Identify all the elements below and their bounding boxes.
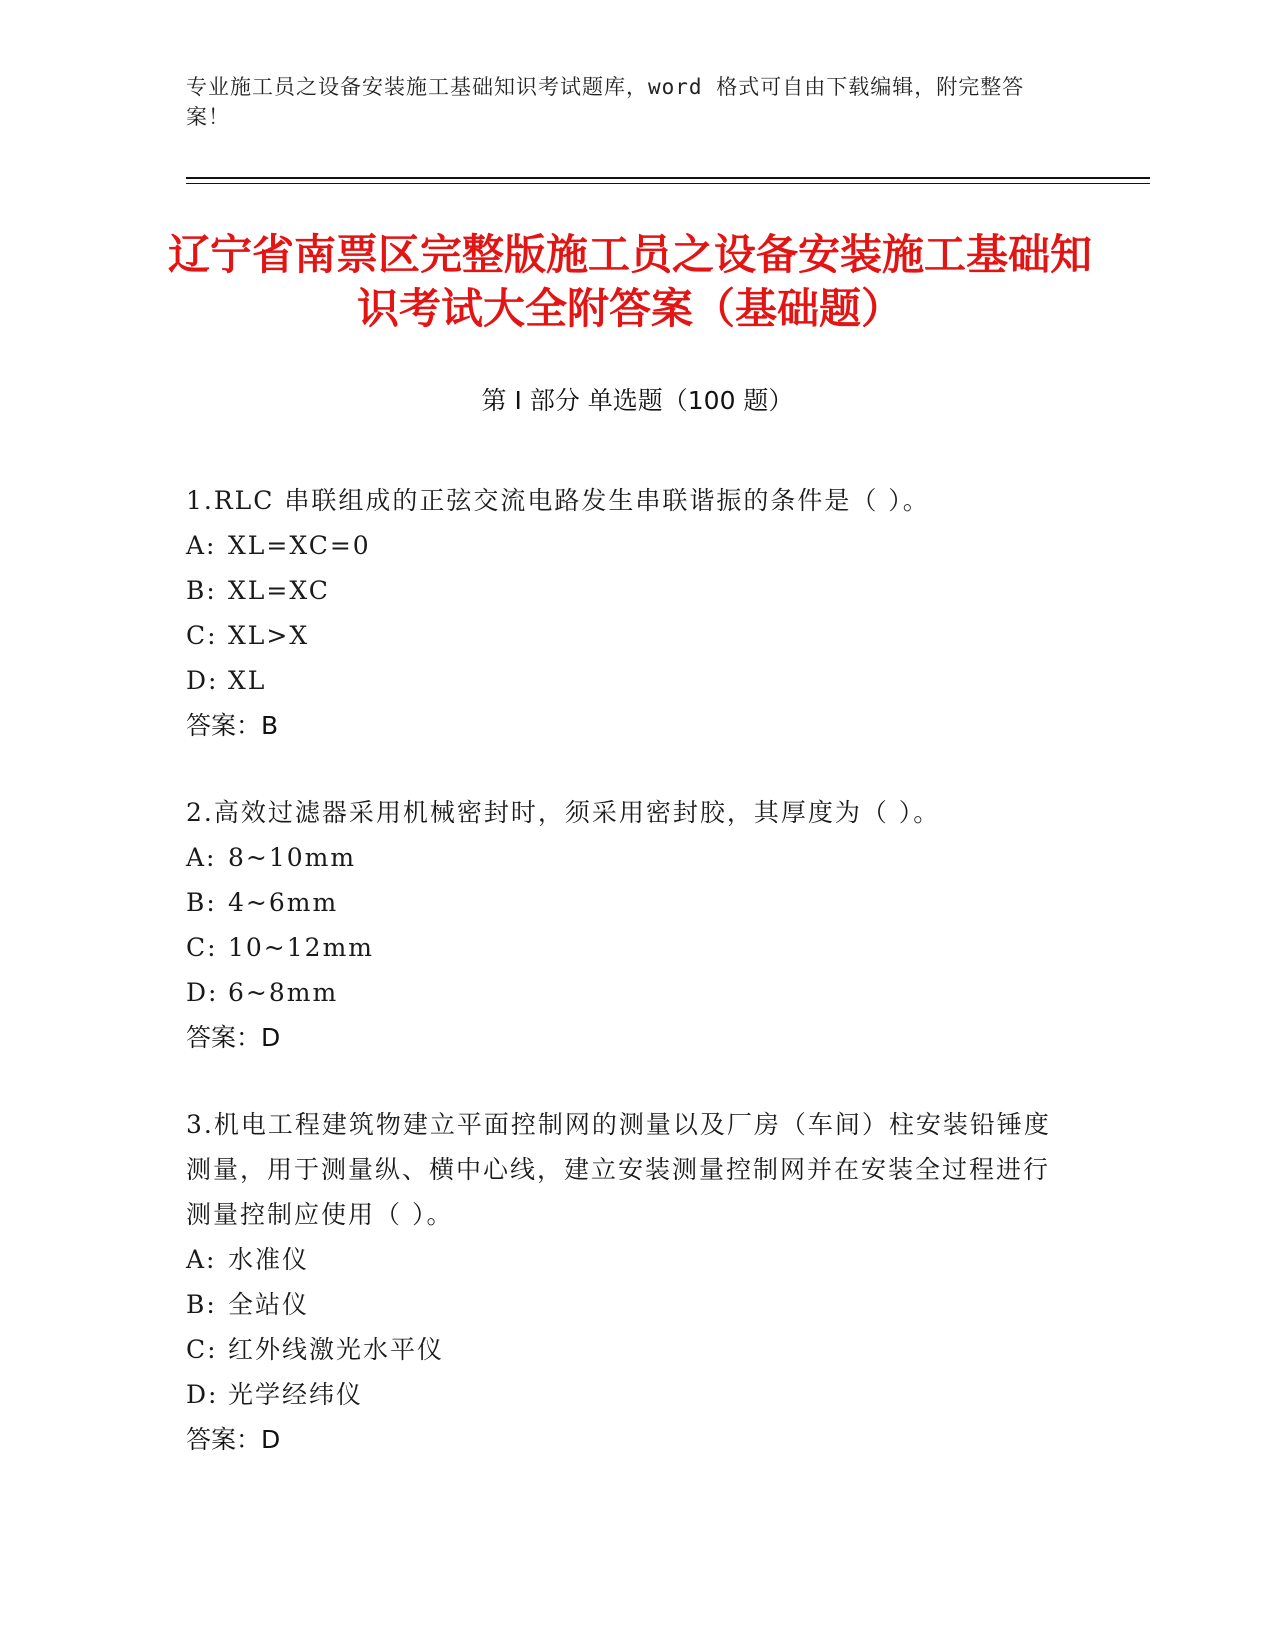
answer-line: 答案：D bbox=[186, 1023, 281, 1052]
option-a bbox=[186, 523, 1066, 568]
option-text: 8~10mm bbox=[228, 843, 357, 872]
option-key: C: bbox=[186, 621, 218, 650]
option-c bbox=[186, 613, 1066, 658]
option-key: D: bbox=[186, 666, 219, 695]
option-key: A: bbox=[186, 843, 217, 872]
header-note: 专业施工员之设备安装施工基础知识考试题库，word 格式可自由下载编辑，附完整答案！ bbox=[186, 75, 1025, 129]
option-a bbox=[186, 835, 1066, 880]
option-text: 红外线激光水平仪 bbox=[228, 1335, 445, 1364]
section-heading: 第 I 部分 单选题（100 题） bbox=[481, 386, 794, 415]
option-c bbox=[186, 1327, 1066, 1372]
header-divider-thin bbox=[186, 183, 1150, 184]
header-divider-thick bbox=[186, 177, 1150, 179]
option-text: XL>X bbox=[228, 621, 310, 650]
option-text: 水准仪 bbox=[228, 1245, 310, 1274]
answer-line: 答案：D bbox=[186, 1425, 281, 1454]
option-key: D: bbox=[186, 978, 219, 1007]
option-text: XL bbox=[228, 666, 267, 695]
option-b bbox=[186, 1282, 1066, 1327]
option-text: 光学经纬仪 bbox=[228, 1380, 364, 1409]
document-title: 辽宁省南票区完整版施工员之设备安装施工基础知识考试大全附答案（基础题） bbox=[167, 230, 1092, 333]
option-key: C: bbox=[186, 933, 218, 962]
question-stem: 1.RLC 串联组成的正弦交流电路发生串联谐振的条件是（ ）。 bbox=[186, 486, 930, 515]
option-text: XL=XC=0 bbox=[228, 531, 371, 560]
option-key: D: bbox=[186, 1380, 219, 1409]
option-key: A: bbox=[186, 531, 217, 560]
option-key: B: bbox=[186, 888, 217, 917]
answer-line: 答案：B bbox=[186, 711, 279, 740]
option-key: B: bbox=[186, 1290, 217, 1319]
option-d bbox=[186, 1372, 1066, 1417]
option-a bbox=[186, 1237, 1066, 1282]
question-2 bbox=[186, 790, 1066, 1060]
option-d bbox=[186, 970, 1066, 1015]
option-c bbox=[186, 925, 1066, 970]
option-key: C: bbox=[186, 1335, 218, 1364]
question-stem: 3.机电工程建筑物建立平面控制网的测量以及厂房（车间）柱安装铅锤度测量，用于测量纵、横中心线，建立安装测量控制网并在安装全过程进行测量控制应使用（ ）。 bbox=[186, 1110, 1051, 1229]
option-d bbox=[186, 658, 1066, 703]
question-list bbox=[186, 478, 1066, 1504]
option-text: 全站仪 bbox=[228, 1290, 310, 1319]
option-b bbox=[186, 568, 1066, 613]
option-b bbox=[186, 880, 1066, 925]
option-text: 10~12mm bbox=[228, 933, 374, 962]
question-1 bbox=[186, 478, 1066, 748]
option-key: A: bbox=[186, 1245, 217, 1274]
option-key: B: bbox=[186, 576, 217, 605]
question-stem: 2.高效过滤器采用机械密封时，须采用密封胶，其厚度为（ ）。 bbox=[186, 798, 941, 827]
question-3 bbox=[186, 1102, 1066, 1462]
option-text: 6~8mm bbox=[228, 978, 339, 1007]
option-text: XL=XC bbox=[228, 576, 330, 605]
option-text: 4~6mm bbox=[228, 888, 339, 917]
